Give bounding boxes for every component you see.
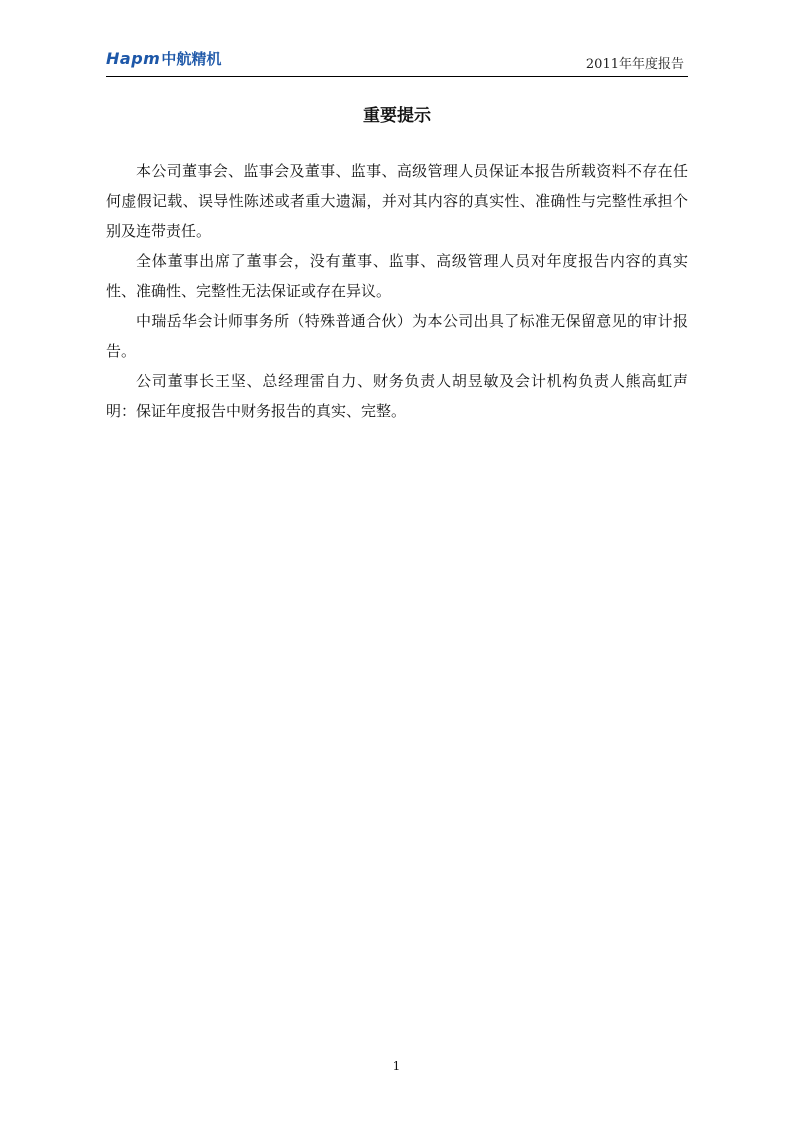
page-header (106, 48, 688, 77)
company-logo (106, 50, 221, 68)
notice-body (106, 156, 688, 426)
notice-paragraph: 全体董事出席了董事会，没有董事、监事、高级管理人员对年度报告内容的真实性、准确性、完整性无法保证或存在异议。 (106, 252, 688, 300)
logo-latin-text: Hapm (106, 49, 161, 68)
page-title: 重要提示 (363, 106, 431, 126)
page-number: 1 (392, 1059, 401, 1073)
logo-chinese-text: 中航精机 (161, 50, 222, 68)
notice-paragraph: 公司董事长王坚、总经理雷自力、财务负责人胡昱敏及会计机构负责人熊高虹声明：保证年度报告中财务报告的真实、完整。 (106, 372, 688, 420)
report-year-label: 2011年年度报告 (585, 57, 684, 72)
notice-paragraph: 中瑞岳华会计师事务所（特殊普通合伙）为本公司出具了标准无保留意见的审计报告。 (106, 312, 688, 360)
notice-paragraph: 本公司董事会、监事会及董事、监事、高级管理人员保证本报告所载资料不存在任何虚假记载、误导性陈述或者重大遗漏，并对其内容的真实性、准确性与完整性承担个别及连带责任。 (106, 162, 688, 240)
